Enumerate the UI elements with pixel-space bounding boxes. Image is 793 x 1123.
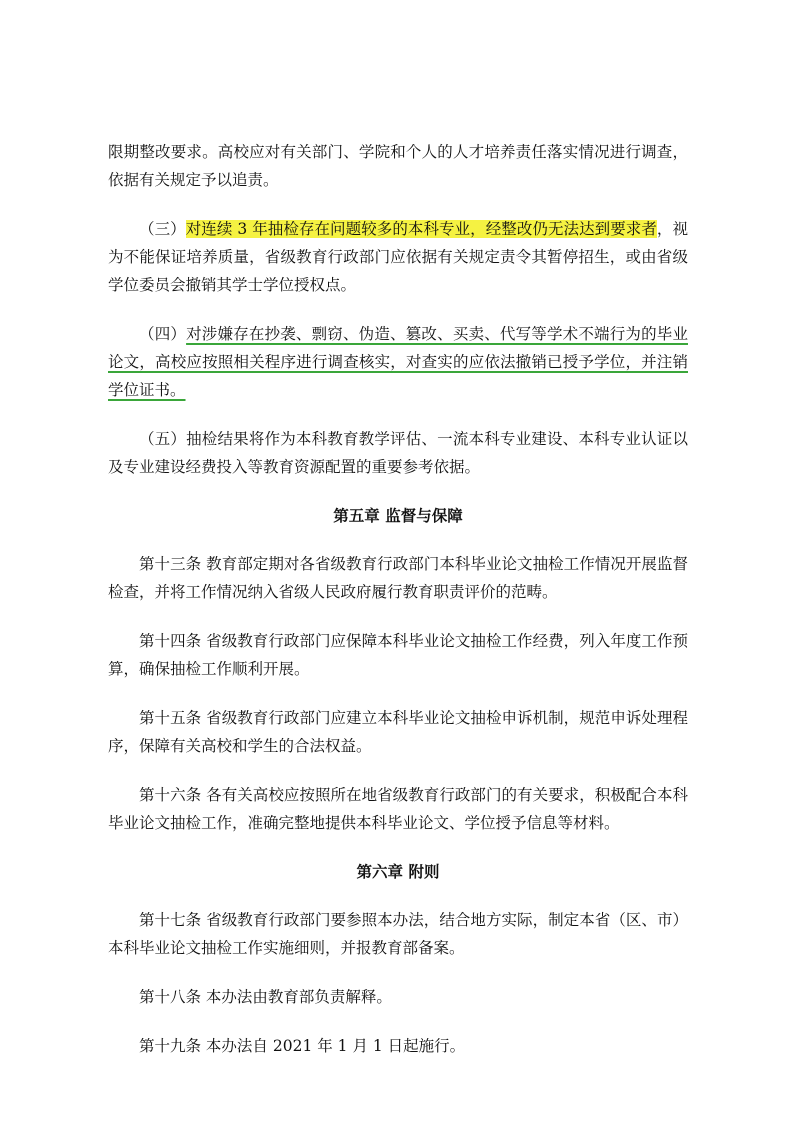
paragraph-continued: 限期整改要求。高校应对有关部门、学院和个人的人才培养责任落实情况进行调查，依据有关规定予以追责。 <box>108 143 688 189</box>
article-16: 第十六条 各有关高校应按照所在地省级教育行政部门的有关要求，积极配合本科毕业论文抽检工作，准确完整地提供本科毕业论文、学位授予信息等材料。 <box>108 786 688 832</box>
yellow-highlight-text: 对连续 3 年抽检存在问题较多的本科专业，经整改仍无法达到要求者 <box>185 220 657 238</box>
green-underlined-text: 对涉嫌存在抄袭、剽窃、伪造、篡改、买卖、代写等学术不端行为的毕业论文，高校应按照相关程序进行调查核实，对查实的应依法撤销已授予学位，并注销学位证书。 <box>108 325 688 399</box>
paragraph-item-3 <box>108 215 688 299</box>
chapter-heading-6: 第六章 附则 <box>356 862 440 881</box>
item-text: ，视为不能保证培养质量，省级教育行政部门应依据有关规定责令其暂停招生，或由省级学位委员会撤销其学士学位授权点。 <box>108 220 688 294</box>
article-13: 第十三条 教育部定期对各省级教育行政部门本科毕业论文抽检工作情况开展监督检查，并将工作情况纳入省级人民政府履行教育职责评价的范畴。 <box>108 555 688 601</box>
chapter-heading-5: 第五章 监督与保障 <box>333 506 463 525</box>
article-19: 第十九条 本办法自 2021 年 1 月 1 日起施行。 <box>139 1037 466 1055</box>
article-14: 第十四条 省级教育行政部门应保障本科毕业论文抽检工作经费，列入年度工作预算，确保抽检工作顺利开展。 <box>108 632 688 678</box>
article-15: 第十五条 省级教育行政部门应建立本科毕业论文抽检申诉机制，规范申诉处理程序，保障有关高校和学生的合法权益。 <box>108 709 688 755</box>
article-17: 第十七条 省级教育行政部门要参照本办法，结合地方实际，制定本省（区、市）本科毕业论文抽检工作实施细则，并报教育部备案。 <box>108 911 688 957</box>
paragraph-item-4 <box>108 320 688 404</box>
item-prefix: （四） <box>139 325 187 343</box>
paragraph-item-5: （五）抽检结果将作为本科教育教学评估、一流本科专业建设、本科专业认证以及专业建设经费投入等教育资源配置的重要参考依据。 <box>108 430 688 476</box>
document-body <box>108 138 688 1081</box>
item-prefix: （三） <box>139 220 186 238</box>
article-18: 第十八条 本办法由教育部负责解释。 <box>139 988 392 1006</box>
